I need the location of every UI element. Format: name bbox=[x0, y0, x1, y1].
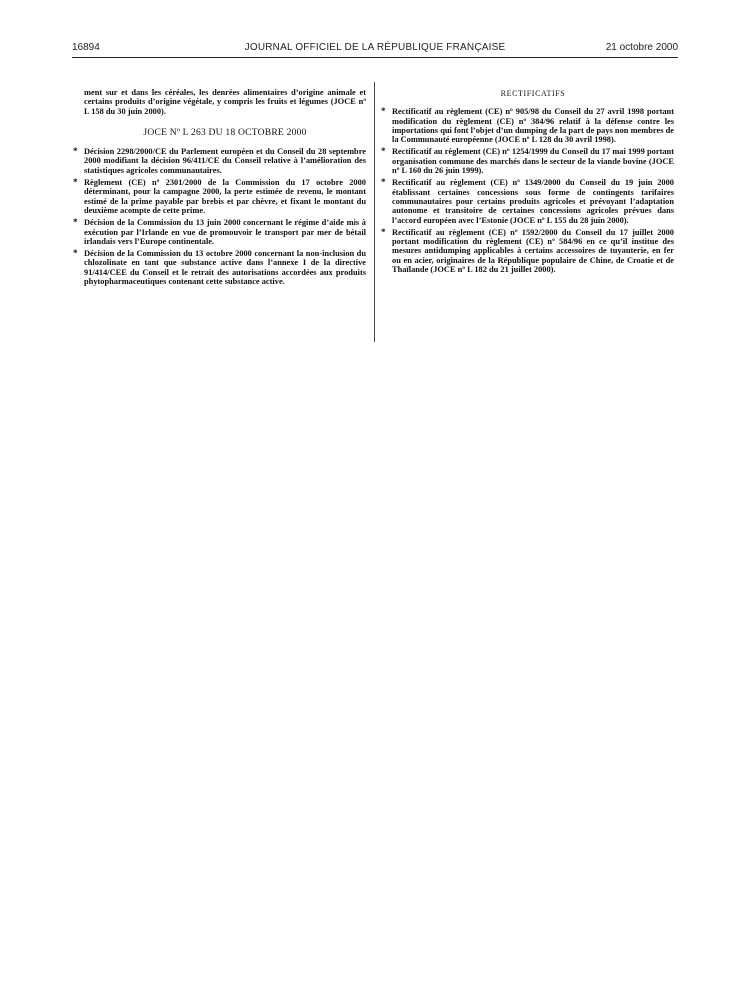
bullet-star: * bbox=[73, 248, 78, 259]
list-item-text: Décision de la Commission du 13 octobre 2000 concernant la non-inclusion du chlozolinate en tant que substance active dans l’annexe I de la directive 91/414/CEE du Conseil et le retrait des autorisations accordées aux produits phytopharmaceutiques contenant cette substance active. bbox=[84, 249, 366, 287]
header-rule bbox=[72, 57, 678, 58]
list-item-text: Rectificatif au règlement (CE) nº 1349/2000 du Conseil du 19 juin 2000 établissant certaines concessions sous forme de contingents tarifaires communautaires pour certains produits agricoles et prévoyant l’adaptation autonome et transitoire de certaines concessions agricoles prévues dans l’accord européen avec l’Estonie (JOCE nº L 155 du 28 juin 2000). bbox=[392, 178, 674, 225]
list-item bbox=[73, 177, 366, 215]
issue-date: 21 octobre 2000 bbox=[605, 42, 678, 53]
list-item-text: Règlement (CE) nº 2301/2000 de la Commission du 17 octobre 2000 déterminant, pour la campagne 2000, la perte estimée de revenu, le montant estimé de la prime payable par brebis et par chèvre, et fixant le montant du deuxième acompte de cette prime. bbox=[84, 178, 366, 215]
left-item-list bbox=[73, 146, 366, 287]
right-column bbox=[381, 88, 674, 277]
list-item bbox=[73, 217, 366, 246]
bullet-star: * bbox=[73, 177, 78, 188]
list-item bbox=[73, 146, 366, 175]
list-item-text: Rectificatif au règlement (CE) nº 905/98 du Conseil du 27 avril 1998 portant modification du règlement (CE) nº 384/96 relatif à la défense contre les importations qui font l’objet d’un dumping de la part de pays non membres de la Communauté européenne (JOCE nº L 128 du 30 avril 1998). bbox=[392, 107, 674, 145]
rubric-heading: RECTIFICATIFS bbox=[500, 89, 566, 98]
list-item bbox=[73, 248, 366, 287]
bullet-star: * bbox=[73, 146, 78, 157]
continuation-paragraph: ment sur et dans les céréales, les denrées alimentaires d’origine animale et certains produits d’origine végétale, y compris les fruits et légumes (JOCE nº L 158 du 30 juin 2000). bbox=[84, 88, 366, 116]
list-item-text: Décision 2298/2000/CE du Parlement européen et du Conseil du 28 septembre 2000 modifiant la décision 96/411/CE du Conseil relative à l’amélioration des statistiques agricoles communautaires. bbox=[84, 147, 366, 175]
left-column bbox=[73, 88, 366, 289]
list-item bbox=[381, 177, 674, 225]
list-item bbox=[381, 146, 674, 176]
bullet-star: * bbox=[381, 177, 386, 188]
list-item-text: Rectificatif au règlement (CE) nº 1592/2000 du Conseil du 17 juillet 2000 portant modification du règlement (CE) nº 584/96 en ce qu’il institue des mesures antidumping applicables à certains accessoires de tuyauterie, en fer ou en acier, originaires de la République populaire de Chine, de Croatie et de Thaïlande (JOCE nº L 182 du 21 juillet 2000). bbox=[392, 227, 674, 275]
list-item bbox=[381, 226, 674, 275]
page-number: 16894 bbox=[72, 42, 100, 53]
list-item-text: Décision de la Commission du 13 juin 2000 concernant le régime d’aide mis à exécution par l’Irlande en vue de promouvoir le transport par mer de bétail irlandais vers l’Europe continentale. bbox=[84, 218, 366, 246]
right-item-list bbox=[381, 106, 674, 275]
bullet-star: * bbox=[73, 217, 78, 228]
section-subheading: JOCE Nº L 263 DU 18 OCTOBRE 2000 bbox=[143, 126, 307, 138]
column-divider bbox=[374, 82, 375, 342]
bullet-star: * bbox=[381, 146, 386, 157]
list-item-text: Rectificatif au règlement (CE) nº 1254/1999 du Conseil du 17 mai 1999 portant organisation commune des marchés dans le secteur de la viande bovine (JOCE nº L 160 du 26 juin 1999). bbox=[392, 147, 674, 176]
list-item bbox=[381, 106, 674, 145]
bullet-star: * bbox=[381, 106, 386, 117]
journal-title: JOURNAL OFFICIEL DE LA RÉPUBLIQUE FRANÇAISE bbox=[244, 42, 506, 53]
page-header bbox=[72, 40, 678, 56]
bullet-star: * bbox=[381, 226, 386, 237]
